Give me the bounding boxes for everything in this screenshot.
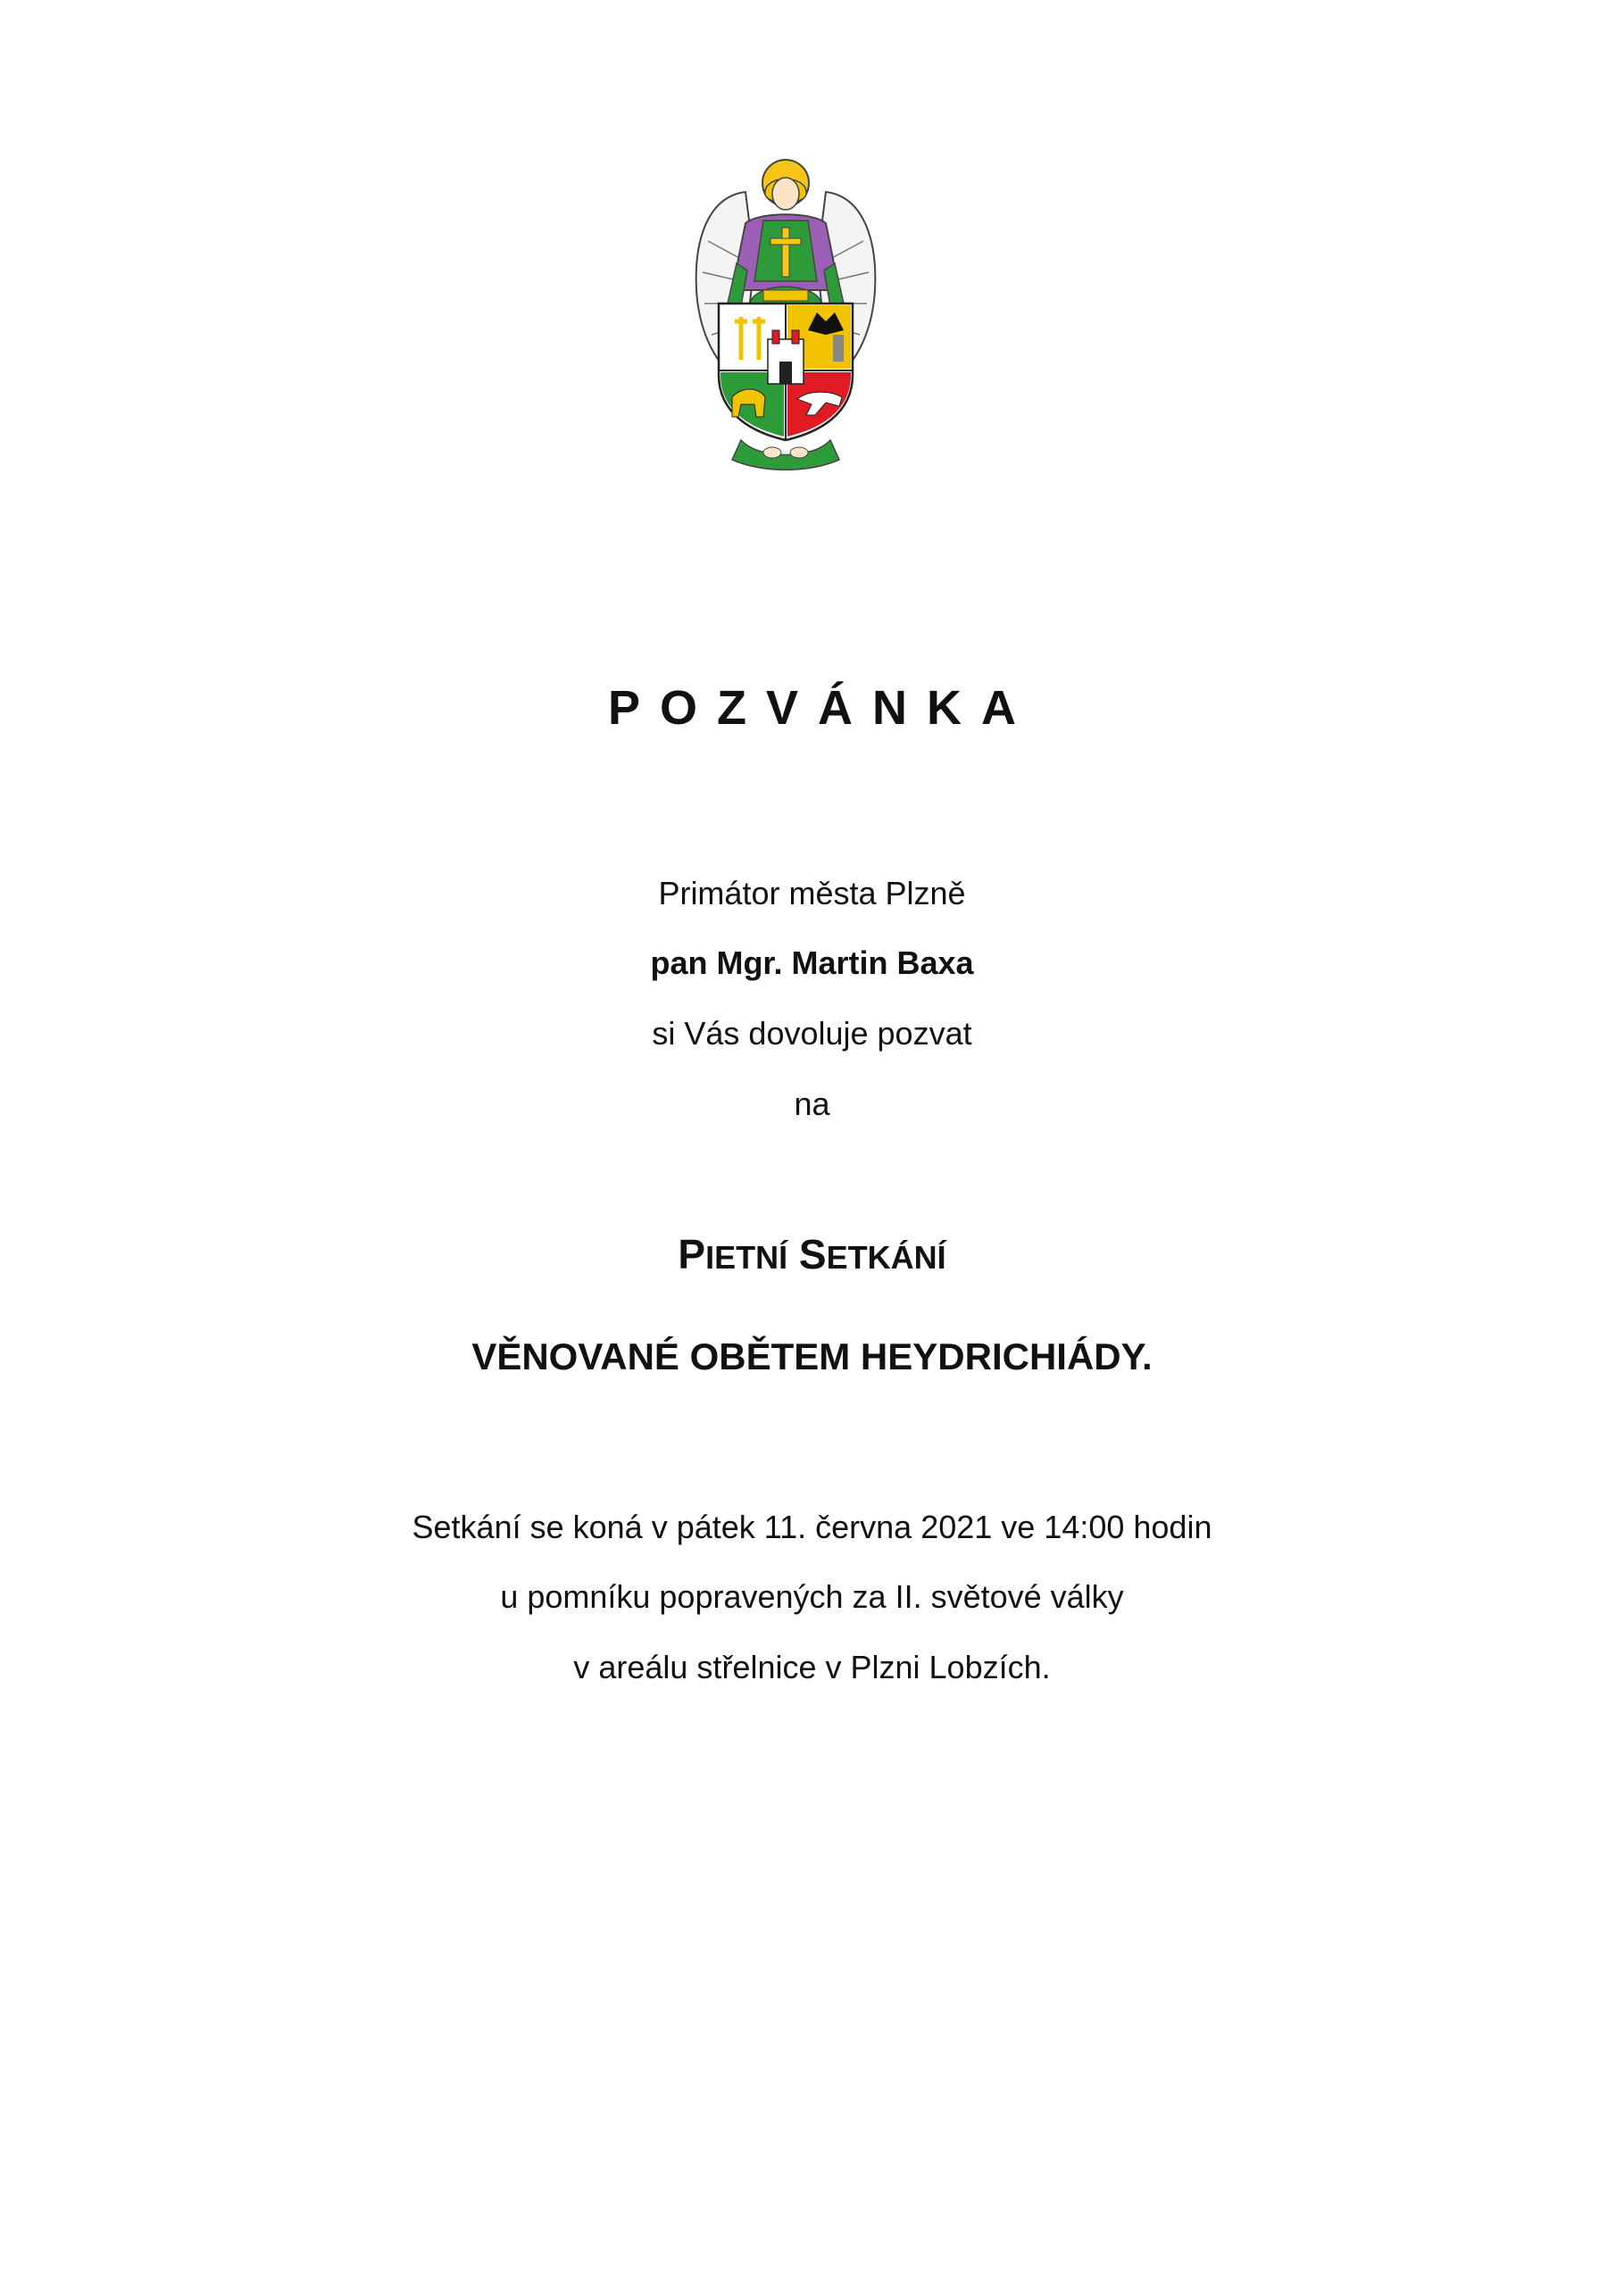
invite-line: si Vás dovoluje pozvat: [652, 1015, 972, 1052]
invitation-title: POZVÁNKA: [607, 681, 1036, 735]
preposition-line: na: [794, 1086, 830, 1122]
event-title: [0, 1230, 1624, 1278]
host-name-line: pan Mgr. Martin Baxa: [650, 944, 974, 981]
event-title-p1-initial: P: [678, 1231, 706, 1277]
event-title-p1-rest: IETNÍ: [705, 1239, 788, 1276]
host-title-line: Primátor města Plzně: [658, 875, 966, 911]
coat-of-arms-icon: [692, 156, 879, 473]
event-title-p2-rest: ETKÁNÍ: [826, 1239, 946, 1276]
details-location-line: v areálu střelnice v Plzni Lobzích.: [573, 1649, 1051, 1685]
event-title-p2-initial: S: [798, 1231, 827, 1277]
details-date-line: Setkání se koná v pátek 11. června 2021 ve 14:00 hodin: [412, 1509, 1212, 1545]
event-subtitle: VĚNOVANÉ OBĚTEM HEYDRICHIÁDY.: [471, 1335, 1153, 1377]
details-place-line: u pomníku popravených za II. světové války: [500, 1578, 1124, 1615]
